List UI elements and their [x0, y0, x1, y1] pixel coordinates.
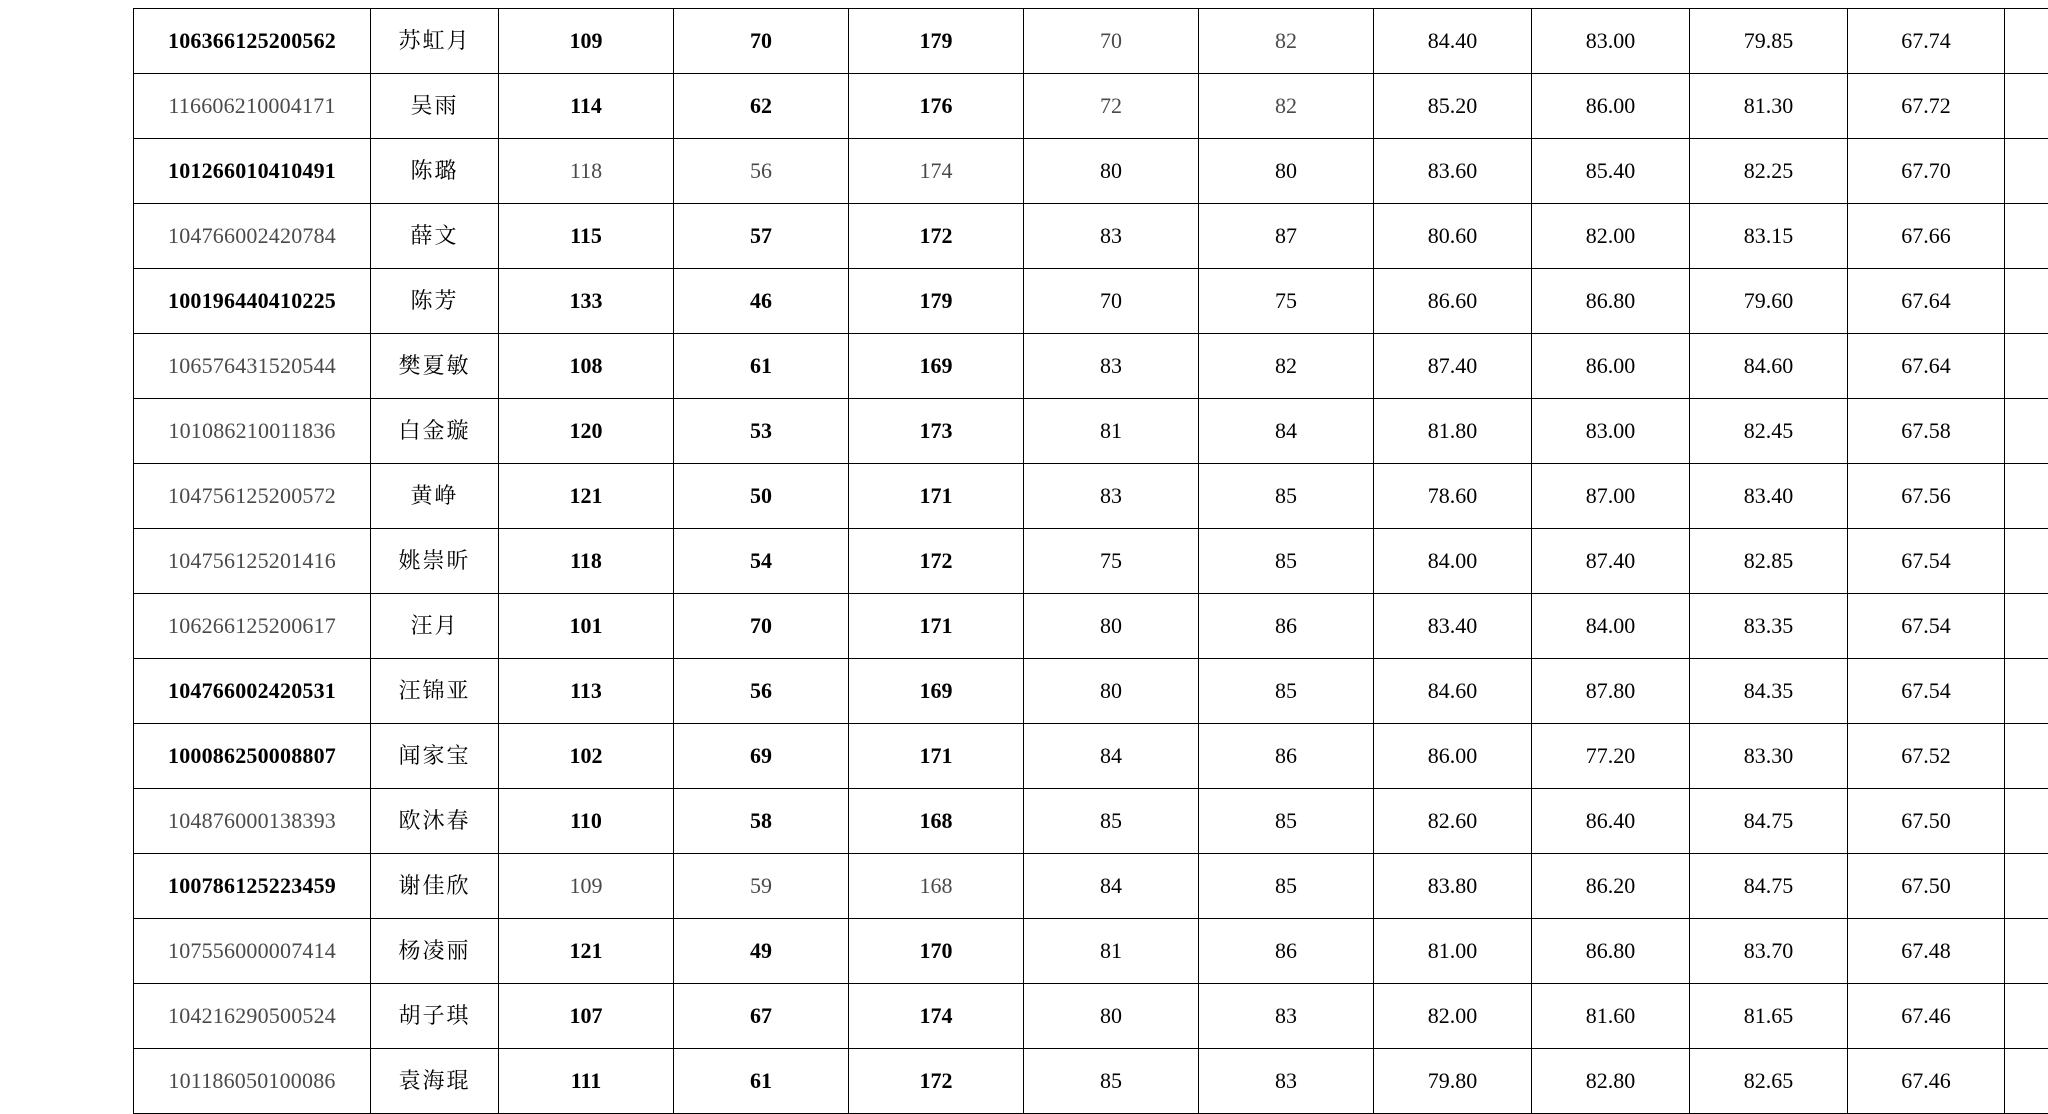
- cell-c4: 80: [1024, 139, 1199, 204]
- table-row: [134, 659, 2048, 724]
- cell-s1: 84.40: [1374, 9, 1532, 74]
- table-row: [134, 204, 2048, 269]
- cell-c2: 54: [674, 529, 849, 594]
- cell-c3: 169: [849, 659, 1024, 724]
- cell-c2: 46: [674, 269, 849, 334]
- cell-s4: 67.50: [1848, 854, 2005, 919]
- cell-blank: [2005, 1049, 2048, 1114]
- cell-blank: [2005, 594, 2048, 659]
- cell-c5: 86: [1199, 724, 1374, 789]
- cell-s2: 86.00: [1532, 334, 1690, 399]
- cell-c1: 133: [499, 269, 674, 334]
- cell-s1: 82.60: [1374, 789, 1532, 854]
- cell-s3: 84.60: [1690, 334, 1848, 399]
- table-row: [134, 724, 2048, 789]
- table-row: [134, 334, 2048, 399]
- cell-c1: 114: [499, 74, 674, 139]
- cell-s3: 84.75: [1690, 854, 1848, 919]
- cell-c1: 109: [499, 9, 674, 74]
- cell-s4: 67.50: [1848, 789, 2005, 854]
- cell-s1: 87.40: [1374, 334, 1532, 399]
- cell-blank: [2005, 334, 2048, 399]
- cell-name: 汪锦亚: [371, 659, 499, 724]
- cell-c3: 172: [849, 204, 1024, 269]
- cell-c2: 61: [674, 334, 849, 399]
- cell-c3: 171: [849, 594, 1024, 659]
- cell-s4: 67.70: [1848, 139, 2005, 204]
- cell-name: 黄峥: [371, 464, 499, 529]
- cell-name: 樊夏敏: [371, 334, 499, 399]
- cell-c3: 168: [849, 789, 1024, 854]
- cell-c3: 173: [849, 399, 1024, 464]
- cell-s3: 82.45: [1690, 399, 1848, 464]
- cell-c3: 172: [849, 1049, 1024, 1114]
- cell-blank: [2005, 854, 2048, 919]
- cell-s3: 81.65: [1690, 984, 1848, 1049]
- cell-id: 104216290500524: [134, 984, 371, 1049]
- cell-id: 106366125200562: [134, 9, 371, 74]
- cell-c4: 72: [1024, 74, 1199, 139]
- cell-s2: 86.00: [1532, 74, 1690, 139]
- cell-c2: 58: [674, 789, 849, 854]
- cell-s3: 83.35: [1690, 594, 1848, 659]
- cell-c3: 170: [849, 919, 1024, 984]
- cell-id: 116606210004171: [134, 74, 371, 139]
- table-row: [134, 594, 2048, 659]
- cell-s4: 67.52: [1848, 724, 2005, 789]
- cell-s3: 79.85: [1690, 9, 1848, 74]
- cell-id: 101086210011836: [134, 399, 371, 464]
- cell-blank: [2005, 74, 2048, 139]
- cell-s3: 83.30: [1690, 724, 1848, 789]
- cell-c5: 84: [1199, 399, 1374, 464]
- cell-blank: [2005, 204, 2048, 269]
- cell-c1: 109: [499, 854, 674, 919]
- cell-c2: 67: [674, 984, 849, 1049]
- table-row: [134, 399, 2048, 464]
- cell-name: 吴雨: [371, 74, 499, 139]
- cell-c4: 85: [1024, 1049, 1199, 1114]
- cell-c2: 49: [674, 919, 849, 984]
- table-row: [134, 9, 2048, 74]
- cell-c5: 75: [1199, 269, 1374, 334]
- cell-s3: 83.70: [1690, 919, 1848, 984]
- cell-s4: 67.64: [1848, 269, 2005, 334]
- cell-id: 104766002420531: [134, 659, 371, 724]
- cell-blank: [2005, 139, 2048, 204]
- cell-c3: 174: [849, 984, 1024, 1049]
- table-row: [134, 139, 2048, 204]
- cell-s4: 67.54: [1848, 594, 2005, 659]
- score-table: [133, 8, 2048, 1114]
- cell-c1: 118: [499, 529, 674, 594]
- cell-s4: 67.64: [1848, 334, 2005, 399]
- cell-s3: 79.60: [1690, 269, 1848, 334]
- cell-c1: 102: [499, 724, 674, 789]
- cell-s4: 67.56: [1848, 464, 2005, 529]
- cell-s4: 67.46: [1848, 1049, 2005, 1114]
- cell-s2: 84.00: [1532, 594, 1690, 659]
- cell-c1: 107: [499, 984, 674, 1049]
- cell-c3: 176: [849, 74, 1024, 139]
- cell-id: 100786125223459: [134, 854, 371, 919]
- cell-c4: 84: [1024, 724, 1199, 789]
- cell-s1: 83.80: [1374, 854, 1532, 919]
- cell-blank: [2005, 529, 2048, 594]
- cell-c1: 101: [499, 594, 674, 659]
- table-row: [134, 74, 2048, 139]
- cell-c2: 62: [674, 74, 849, 139]
- cell-s3: 84.75: [1690, 789, 1848, 854]
- cell-c3: 179: [849, 9, 1024, 74]
- cell-c3: 169: [849, 334, 1024, 399]
- cell-name: 胡子琪: [371, 984, 499, 1049]
- cell-s3: 82.85: [1690, 529, 1848, 594]
- cell-s1: 82.00: [1374, 984, 1532, 1049]
- cell-c5: 82: [1199, 334, 1374, 399]
- cell-s4: 67.72: [1848, 74, 2005, 139]
- cell-c2: 70: [674, 594, 849, 659]
- cell-s1: 78.60: [1374, 464, 1532, 529]
- cell-name: 汪月: [371, 594, 499, 659]
- cell-c1: 108: [499, 334, 674, 399]
- cell-c2: 59: [674, 854, 849, 919]
- cell-c5: 86: [1199, 919, 1374, 984]
- cell-s4: 67.54: [1848, 659, 2005, 724]
- cell-c2: 61: [674, 1049, 849, 1114]
- cell-s3: 82.65: [1690, 1049, 1848, 1114]
- cell-c3: 172: [849, 529, 1024, 594]
- cell-c5: 85: [1199, 659, 1374, 724]
- cell-s2: 87.80: [1532, 659, 1690, 724]
- cell-c2: 50: [674, 464, 849, 529]
- cell-s3: 83.40: [1690, 464, 1848, 529]
- cell-name: 欧沐春: [371, 789, 499, 854]
- cell-id: 101266010410491: [134, 139, 371, 204]
- cell-c3: 171: [849, 464, 1024, 529]
- cell-c2: 69: [674, 724, 849, 789]
- cell-c4: 81: [1024, 919, 1199, 984]
- cell-s1: 84.00: [1374, 529, 1532, 594]
- cell-s3: 84.35: [1690, 659, 1848, 724]
- cell-blank: [2005, 659, 2048, 724]
- cell-c4: 83: [1024, 334, 1199, 399]
- cell-c2: 53: [674, 399, 849, 464]
- cell-s2: 82.80: [1532, 1049, 1690, 1114]
- cell-s2: 86.80: [1532, 919, 1690, 984]
- cell-blank: [2005, 919, 2048, 984]
- table-row: [134, 464, 2048, 529]
- cell-name: 薛文: [371, 204, 499, 269]
- cell-s2: 87.00: [1532, 464, 1690, 529]
- cell-id: 106576431520544: [134, 334, 371, 399]
- cell-s2: 87.40: [1532, 529, 1690, 594]
- cell-c5: 85: [1199, 854, 1374, 919]
- cell-id: 107556000007414: [134, 919, 371, 984]
- cell-name: 闻家宝: [371, 724, 499, 789]
- cell-c1: 110: [499, 789, 674, 854]
- cell-s2: 77.20: [1532, 724, 1690, 789]
- cell-s4: 67.66: [1848, 204, 2005, 269]
- cell-blank: [2005, 724, 2048, 789]
- cell-s1: 83.60: [1374, 139, 1532, 204]
- cell-s2: 86.80: [1532, 269, 1690, 334]
- cell-c2: 57: [674, 204, 849, 269]
- cell-s1: 81.00: [1374, 919, 1532, 984]
- cell-c4: 81: [1024, 399, 1199, 464]
- cell-s4: 67.58: [1848, 399, 2005, 464]
- cell-blank: [2005, 269, 2048, 334]
- cell-c3: 171: [849, 724, 1024, 789]
- cell-c5: 83: [1199, 1049, 1374, 1114]
- cell-s2: 81.60: [1532, 984, 1690, 1049]
- cell-c1: 111: [499, 1049, 674, 1114]
- cell-s1: 81.80: [1374, 399, 1532, 464]
- cell-id: 100196440410225: [134, 269, 371, 334]
- cell-id: 106266125200617: [134, 594, 371, 659]
- cell-name: 陈璐: [371, 139, 499, 204]
- cell-c4: 83: [1024, 204, 1199, 269]
- cell-blank: [2005, 789, 2048, 854]
- cell-c5: 85: [1199, 529, 1374, 594]
- cell-id: 104876000138393: [134, 789, 371, 854]
- cell-c1: 120: [499, 399, 674, 464]
- cell-name: 袁海琨: [371, 1049, 499, 1114]
- cell-c2: 70: [674, 9, 849, 74]
- cell-blank: [2005, 984, 2048, 1049]
- cell-c5: 86: [1199, 594, 1374, 659]
- cell-c5: 83: [1199, 984, 1374, 1049]
- cell-name: 白金璇: [371, 399, 499, 464]
- cell-c5: 85: [1199, 464, 1374, 529]
- cell-c4: 70: [1024, 269, 1199, 334]
- cell-name: 杨凌丽: [371, 919, 499, 984]
- cell-c4: 80: [1024, 984, 1199, 1049]
- cell-c4: 84: [1024, 854, 1199, 919]
- cell-blank: [2005, 464, 2048, 529]
- cell-s3: 82.25: [1690, 139, 1848, 204]
- cell-s4: 67.54: [1848, 529, 2005, 594]
- cell-s3: 81.30: [1690, 74, 1848, 139]
- cell-c3: 179: [849, 269, 1024, 334]
- cell-c1: 118: [499, 139, 674, 204]
- cell-c5: 87: [1199, 204, 1374, 269]
- cell-id: 104756125201416: [134, 529, 371, 594]
- cell-c1: 115: [499, 204, 674, 269]
- cell-s1: 86.60: [1374, 269, 1532, 334]
- cell-name: 陈芳: [371, 269, 499, 334]
- cell-name: 姚崇昕: [371, 529, 499, 594]
- cell-c5: 80: [1199, 139, 1374, 204]
- cell-id: 104766002420784: [134, 204, 371, 269]
- cell-c2: 56: [674, 139, 849, 204]
- table-row: [134, 854, 2048, 919]
- cell-c5: 82: [1199, 9, 1374, 74]
- table-row: [134, 789, 2048, 854]
- cell-c5: 85: [1199, 789, 1374, 854]
- table-row: [134, 984, 2048, 1049]
- cell-s2: 86.40: [1532, 789, 1690, 854]
- cell-id: 101186050100086: [134, 1049, 371, 1114]
- cell-s1: 86.00: [1374, 724, 1532, 789]
- cell-s4: 67.46: [1848, 984, 2005, 1049]
- cell-s1: 79.80: [1374, 1049, 1532, 1114]
- cell-c4: 80: [1024, 594, 1199, 659]
- cell-s1: 85.20: [1374, 74, 1532, 139]
- cell-s2: 83.00: [1532, 399, 1690, 464]
- cell-c4: 85: [1024, 789, 1199, 854]
- cell-s2: 82.00: [1532, 204, 1690, 269]
- cell-id: 100086250008807: [134, 724, 371, 789]
- cell-s2: 85.40: [1532, 139, 1690, 204]
- cell-c4: 75: [1024, 529, 1199, 594]
- cell-s2: 86.20: [1532, 854, 1690, 919]
- cell-c3: 168: [849, 854, 1024, 919]
- cell-s1: 80.60: [1374, 204, 1532, 269]
- cell-name: 谢佳欣: [371, 854, 499, 919]
- cell-c4: 70: [1024, 9, 1199, 74]
- cell-id: 104756125200572: [134, 464, 371, 529]
- cell-c3: 174: [849, 139, 1024, 204]
- cell-c5: 82: [1199, 74, 1374, 139]
- table-row: [134, 529, 2048, 594]
- cell-c2: 56: [674, 659, 849, 724]
- cell-s2: 83.00: [1532, 9, 1690, 74]
- cell-c4: 83: [1024, 464, 1199, 529]
- cell-blank: [2005, 9, 2048, 74]
- cell-blank: [2005, 399, 2048, 464]
- table-row: [134, 1049, 2048, 1114]
- cell-c4: 80: [1024, 659, 1199, 724]
- cell-c1: 113: [499, 659, 674, 724]
- cell-s4: 67.74: [1848, 9, 2005, 74]
- cell-s1: 84.60: [1374, 659, 1532, 724]
- table-row: [134, 269, 2048, 334]
- cell-c1: 121: [499, 919, 674, 984]
- table-body: [134, 9, 2048, 1114]
- cell-c1: 121: [499, 464, 674, 529]
- cell-s4: 67.48: [1848, 919, 2005, 984]
- cell-s3: 83.15: [1690, 204, 1848, 269]
- table-row: [134, 919, 2048, 984]
- cell-s1: 83.40: [1374, 594, 1532, 659]
- cell-name: 苏虹月: [371, 9, 499, 74]
